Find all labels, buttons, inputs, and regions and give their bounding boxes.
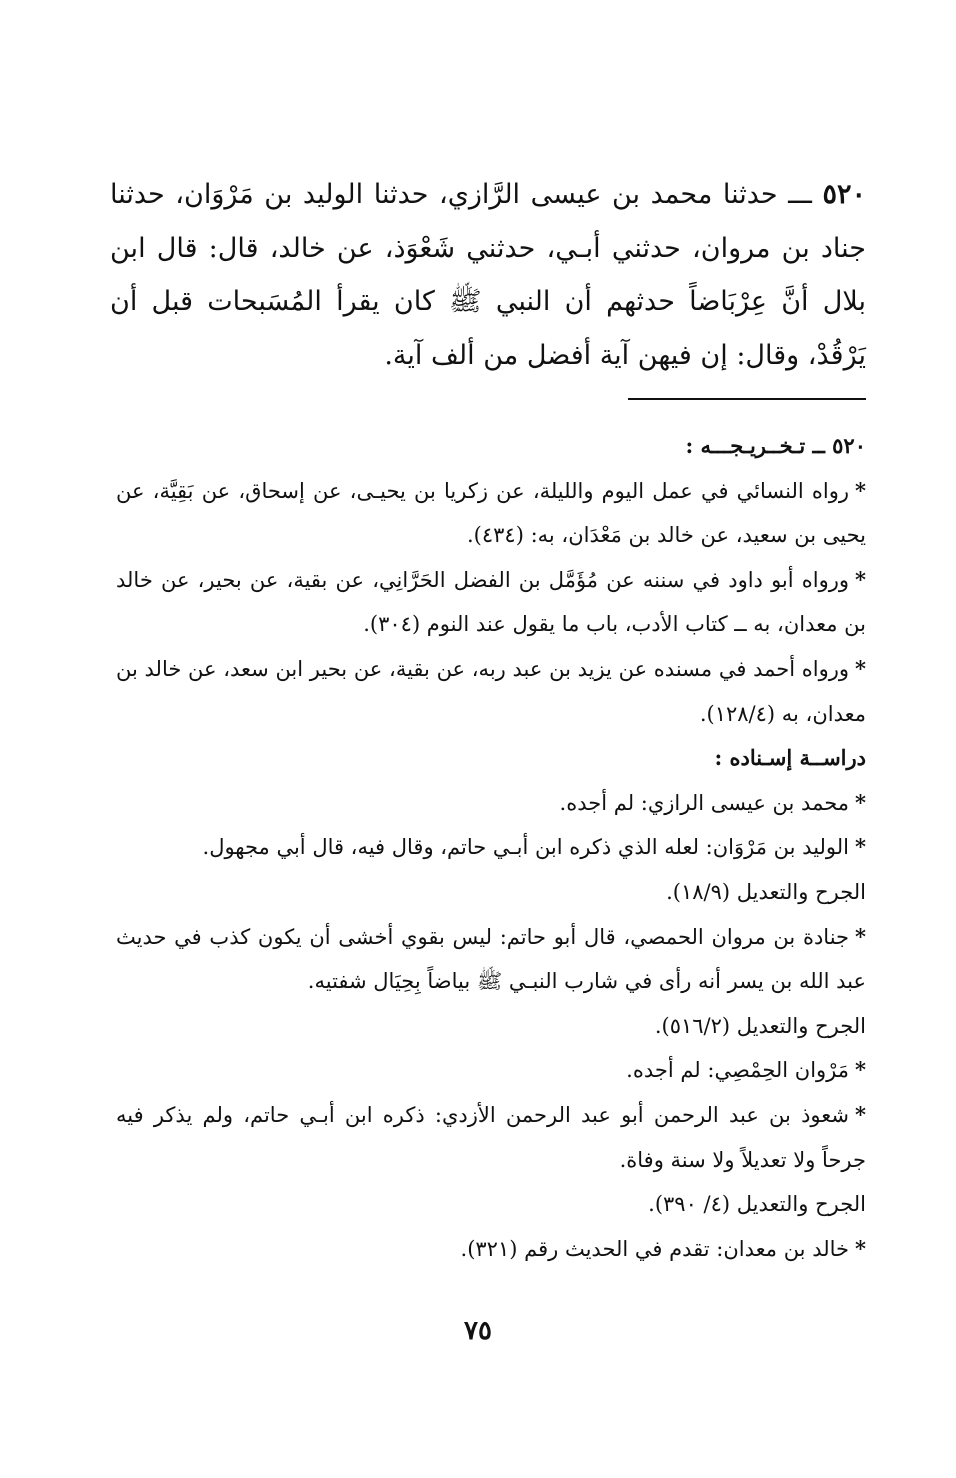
bullet-star: * [855, 1235, 866, 1261]
isnad-heading: دراســة إسـناده : [714, 745, 866, 771]
footnote-divider [628, 398, 866, 400]
page-number: ٧٥ [464, 1316, 492, 1346]
bullet-star: * [855, 477, 866, 503]
isnad-item [116, 1227, 866, 1272]
takhrij-text: ورواه أبو داود في سننه عن مُؤَمَّل بن الفضل الحَرَّانِي، عن بقية، عن بحير، عن خالد بن معدان، به ــ كتاب الأدب، باب ما يقول عند النوم (٣٠٤). [116, 567, 866, 637]
bullet-star: * [855, 789, 866, 815]
bullet-star: * [855, 655, 866, 681]
isnad-text: الوليد بن مَرْوَان: لعله الذي ذكره ابن أبـي حاتم، وقال فيه، قال أبي مجهول. [202, 835, 850, 860]
bullet-star: * [855, 834, 866, 860]
takhrij-item [116, 647, 866, 736]
footnotes [116, 424, 866, 1271]
isnad-reference: الجرح والتعديل (٥١٦/٢). [654, 1013, 866, 1038]
isnad-text: مَرْوان الحِمْصِي: لم أجده. [626, 1058, 850, 1083]
bullet-star: * [855, 566, 866, 592]
isnad-text: شعوذ بن عبد الرحمن أبو عبد الرحمن الأزدي: ذكره ابن أبـي حاتم، ولم يذكر فيه جرحاً ولا تعديلاً ولا سنة وفاة. [116, 1102, 866, 1172]
isnad-text: خالد بن معدان: تقدم في الحديث رقم (٣٢١). [460, 1236, 850, 1261]
bullet-star: * [855, 923, 866, 949]
bullet-star: * [855, 1057, 866, 1083]
bullet-star: * [855, 1101, 866, 1127]
isnad-text: محمد بن عيسى الرازي: لم أجده. [559, 790, 850, 815]
isnad-item [116, 781, 866, 826]
isnad-item [116, 1093, 866, 1182]
isnad-item [116, 1048, 866, 1093]
takhrij-text: رواه النسائي في عمل اليوم والليلة، عن زكريا بن يحيـى، عن إسحاق، عن بَقِيَّة، عن يحيى بن سعيد، عن خالد بن مَعْدَان، به: (٤٣٤). [116, 478, 866, 548]
takhrij-text: ورواه أحمد في مسنده عن يزيد بن عبد ربه، عن بقية، عن بحير ابن سعد، عن خالد بن معدان، به (١٢٨/٤). [116, 656, 866, 726]
isnad-item [116, 915, 866, 1004]
takhrij-heading: ٥٢٠ ــ تـخــريـجـــه : [685, 433, 866, 458]
hadith-number: ٥٢٠ [822, 179, 866, 210]
takhrij-item [116, 469, 866, 558]
hadith-body: حدثنا محمد بن عيسى الرَّازي، حدثنا الوليد بن مَرْوَان، حدثنا جناد بن مروان، حدثني أبـي، حدثني شَعْوَذ، عن خالد، قال: قال ابن بلال أنَّ عِرْبَاضاً حدثهم أن النبي ﷺ كان يقرأ المُسَبحات قبل أن يَرْقُدْ، وقال: إن فيهن آية أفضل من ألف آية. [110, 179, 866, 371]
hadith-dash: ـــ [777, 179, 823, 210]
isnad-reference: الجرح والتعديل (٤/ ٣٩٠). [648, 1192, 866, 1217]
isnad-text: جنادة بن مروان الحمصي، قال أبو حاتم: ليس بقوي أخشى أن يكون كذب في حديث عبد الله بن يسر أنه رأى في شارب النبـي ﷺ بياضاً بِحِيَال شفتيه. [116, 924, 866, 994]
takhrij-item [116, 558, 866, 647]
isnad-item [116, 825, 866, 870]
isnad-reference: الجرح والتعديل (١٨/٩). [666, 879, 866, 904]
hadith-text [110, 168, 866, 382]
